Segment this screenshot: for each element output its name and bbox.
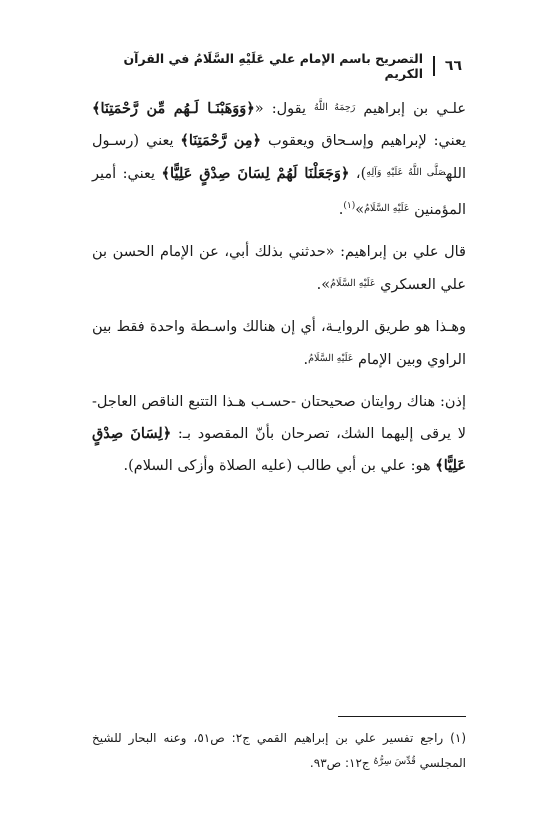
- paragraph-1: [92, 92, 466, 226]
- paragraph-4: [92, 386, 466, 482]
- text-span: .: [338, 202, 344, 218]
- text-span: يقول: «: [254, 101, 306, 117]
- text-span: .: [303, 352, 309, 368]
- text-span: قال علي بن إبراهيم: «حدثني بذلك أبي، عن الإمام الحسن بن علي العسكري: [92, 244, 466, 293]
- quran-verse: ﴿مِن رَّحْمَتِنَا﴾: [180, 132, 262, 149]
- text-span: يعني: أمير المؤمنين: [92, 166, 466, 218]
- text-span: يعني: لإبراهيم وإسـحاق ويعقوب: [267, 133, 466, 149]
- text-span: علـي بن إبراهيم: [363, 101, 466, 117]
- footnote: [92, 726, 466, 775]
- honorific-mark: قُدِّسَ سِرُّهُ: [373, 756, 416, 767]
- honorific-mark: صَلَّى اللَّهُ عَلَيْهِ وَآلِهِ: [366, 167, 447, 178]
- honorific-mark: رَحِمَهُ اللَّهُ: [314, 102, 356, 113]
- quran-verse: ﴿وَوَهَبْنَـا لَـهُم مِّن رَّحْمَتِنَا﴾: [92, 100, 255, 117]
- text-span: ».: [316, 277, 331, 293]
- text-span: يعني (رسـول الله: [92, 133, 466, 182]
- footnote-separator: [338, 716, 466, 717]
- footnote-text: ج١٢: ص٩٣.: [309, 756, 370, 770]
- text-span: هو: علي بن أبي طالب (عليه الصلاة وأزكى السلام).: [123, 458, 431, 474]
- footnote-text: (١) راجع تفسير علي بن إبراهيم القمي ج٢: ص٥١، وعنه البحار للشيخ المجلسي: [92, 731, 467, 770]
- text-span: »: [355, 202, 365, 218]
- honorific-mark: عَلَيْهِ السَّلَامُ: [308, 353, 354, 364]
- text-span: وهـذا هو طريق الروايـة، أي إن هنالك واسـطة واحدة فقط بين الراوي وبين الإمام: [92, 319, 466, 368]
- footnote-reference[interactable]: (١): [343, 201, 356, 211]
- text-span: )،: [355, 166, 367, 182]
- quran-verse: ﴿وَجَعَلْنَا لَهُمْ لِسَانَ صِدْقٍ عَلِيًّا﴾: [161, 165, 350, 182]
- quran-verse: ﴿لِسَانَ صِدْقٍ عَلِيًّا﴾: [92, 425, 466, 474]
- running-header: [96, 51, 462, 81]
- text-span: إذن: هناك روايتان صحيحتان -حسـب هـذا التتبع الناقص العاجل- لا يرقى إليهما الشك، تصرحان بأنّ المقصود بـ:: [92, 394, 467, 442]
- honorific-mark: عَلَيْهِ السَّلَامُ: [364, 203, 410, 214]
- header-divider: [433, 56, 435, 76]
- honorific-mark: عَلَيْهِ السَّلَامُ: [330, 278, 376, 289]
- page-number: ٦٦: [444, 58, 462, 74]
- paragraph-2: [92, 236, 466, 301]
- main-text: [92, 92, 466, 492]
- running-title: التصريح باسم الإمام علي عَلَيْهِ السَّلَامُ في القرآن الكريم: [123, 51, 423, 81]
- paragraph-3: [92, 311, 466, 376]
